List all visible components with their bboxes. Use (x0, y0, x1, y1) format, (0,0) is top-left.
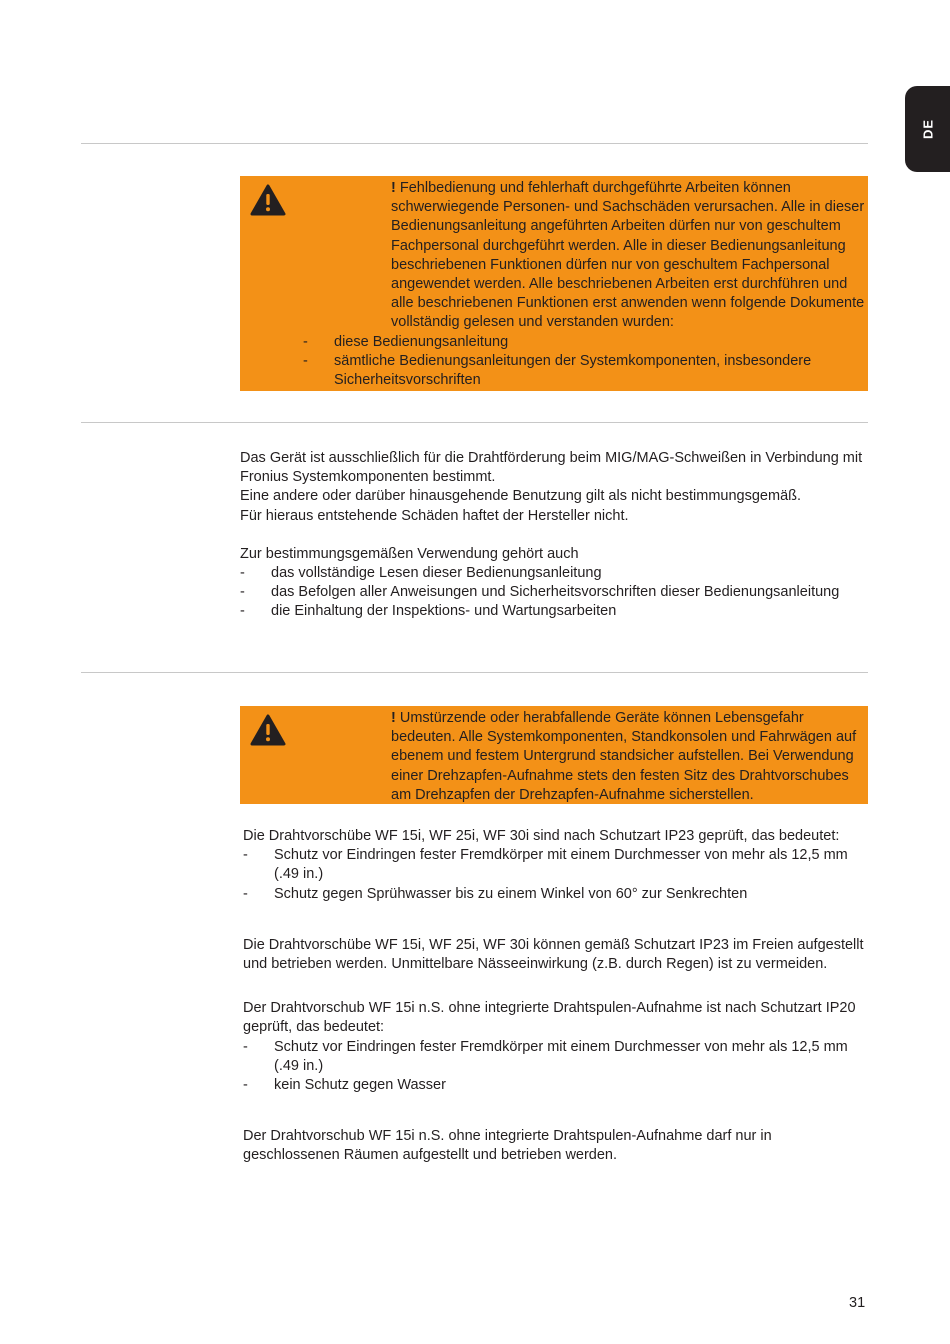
paragraph: Der Drahtvorschub WF 15i n.S. ohne integrierte Drahtspulen-Aufnahme ist nach Schutzart IP20 geprüft, das bedeutet: (243, 1000, 856, 1036)
warning-box (240, 176, 868, 391)
list-item: - das Befolgen aller Anweisungen und Sicherheitsvorschriften dieser Bedienungsanleitung (240, 584, 840, 601)
list-item: - Schutz vor Eindringen fester Fremdkörper mit einem Durchmesser von mehr als 12,5 mm (.49 in.) (243, 1038, 848, 1074)
list-item: - das vollständige Lesen dieser Bedienungsanleitung (240, 565, 602, 582)
paragraph: Der Drahtvorschub WF 15i n.S. ohne integrierte Drahtspulen-Aufnahme darf nur in geschlossenen Räumen aufgestellt und betrieben werden. (243, 1128, 772, 1164)
section-divider (81, 672, 868, 673)
warning-triangle-icon (250, 184, 286, 216)
protection-section (243, 827, 868, 1166)
warning-box (240, 706, 868, 804)
intended-use-section (240, 449, 870, 622)
list-item: - sämtliche Bedienungsanleitungen der Systemkomponenten, insbesondere Sicherheitsvorschriften (303, 352, 812, 389)
section-divider (81, 422, 868, 423)
language-label: DE (919, 118, 935, 140)
list-item: - die Einhaltung der Inspektions- und Wartungsarbeiten (240, 603, 617, 620)
paragraph: Eine andere oder darüber hinausgehende Benutzung gilt als nicht bestimmungsgemäß. (240, 488, 802, 505)
warning-triangle-icon (250, 714, 286, 746)
paragraph: Zur bestimmungsgemäßen Verwendung gehört auch (240, 545, 579, 562)
paragraph: Die Drahtvorschübe WF 15i, WF 25i, WF 30i sind nach Schutzart IP23 geprüft, das bedeutet: (243, 828, 840, 844)
paragraph: Für hieraus entstehende Schäden haftet der Hersteller nicht. (240, 507, 629, 524)
list-item: - diese Bedienungsanleitung (303, 333, 509, 350)
list-item: - kein Schutz gegen Wasser (243, 1077, 446, 1094)
list-item: - Schutz vor Eindringen fester Fremdkörper mit einem Durchmesser von mehr als 12,5 mm (.49 in.) (243, 847, 848, 883)
section-divider (81, 143, 868, 144)
paragraph: Die Drahtvorschübe WF 15i, WF 25i, WF 30i können gemäß Schutzart IP23 im Freien aufgestellt und betrieben werden. Unmittelbare Nässeeinwirkung (z.B. durch Regen) ist zu vermeiden. (243, 936, 864, 973)
page-number: 31 (849, 1295, 866, 1311)
warning-text: ! Fehlbedienung und fehlerhaft durchgeführte Arbeiten können schwerwiegende Personen- und Sachschäden verursachen. Alle in dieser Bedienungsanleitung angeführten Arbeiten dürfen nur von geschultem Fachpersonal durchgeführt werden. Alle in dieser Bedienungsanleitung beschriebenen Funktionen dürfen nur von geschultem Fachpersonal angewendet werden. Alle beschriebenen Arbeiten erst durchführen und alle beschriebenen Funktionen erst anwenden wenn folgende Dokumente vollständig gelesen und verstanden wurden: (391, 180, 865, 331)
paragraph: Das Gerät ist ausschließlich für die Drahtförderung beim MIG/MAG-Schweißen in Verbindung mit Fronius Systemkomponenten bestimmt. (240, 450, 863, 486)
list-item: - Schutz gegen Sprühwasser bis zu einem Winkel von 60° zur Senkrechten (243, 885, 748, 902)
warning-text: ! Umstürzende oder herabfallende Geräte können Lebensgefahr bedeuten. Alle Systemkomponenten, Standkonsolen und Fahrwägen auf ebenem und festem Untergrund standsicher aufstellen. Bei Verwendung einer Drehzapfen-Aufnahme stets den festen Sitz des Drahtvorschubes am Drehzapfen der Drehzapfen-Aufnahme sicherstellen. (391, 710, 857, 803)
language-tab (905, 86, 950, 172)
